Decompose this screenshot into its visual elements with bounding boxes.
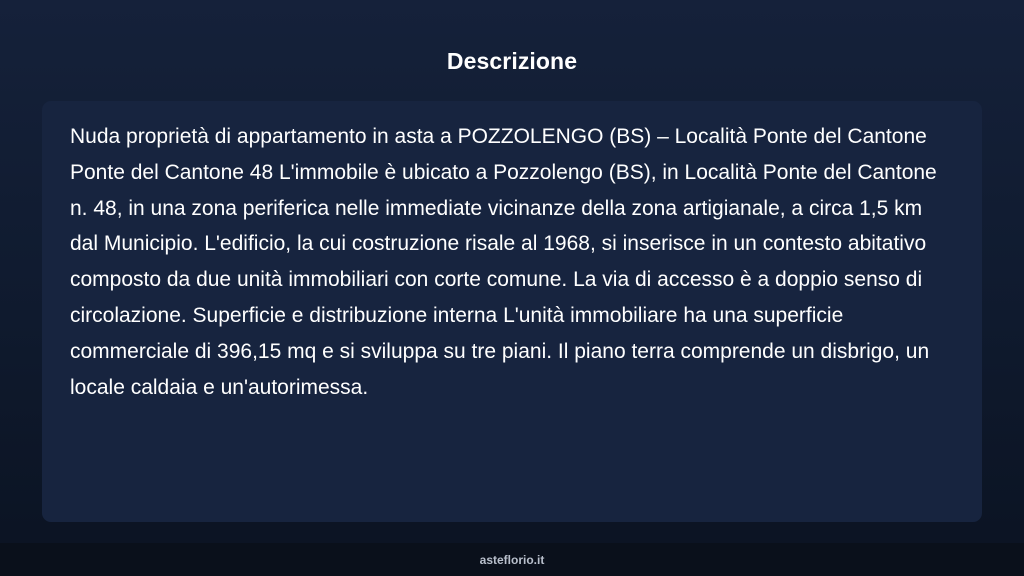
page-title: Descrizione [446,48,578,74]
description-text: Nuda proprietà di appartamento in asta a POZZOLENGO (BS) – Località Ponte del Cantone Ponte del Cantone 48 L'immobile è ubicato a Pozzolengo (BS), in Località Ponte del Cantone n. 48, in una zona periferica nelle immediate vicinanze della zona artigianale, a circa 1,5 km dal Municipio. L'edificio, la cui costruzione risale al 1968, si inserisce in un contesto abitativo composto da due unità immobiliari con corte comune. La via di accesso è a doppio senso di circolazione. Superficie e distribuzione interna L'unità immobiliare ha una superficie commerciale di 396,15 mq e si sviluppa su tre piani. Il piano terra comprende un disbrigo, un locale caldaia e un'autorimessa. [70,125,937,399]
footer-bar [0,543,1024,576]
footer-site-label: asteflorio.it [479,552,545,567]
description-card [42,101,982,522]
